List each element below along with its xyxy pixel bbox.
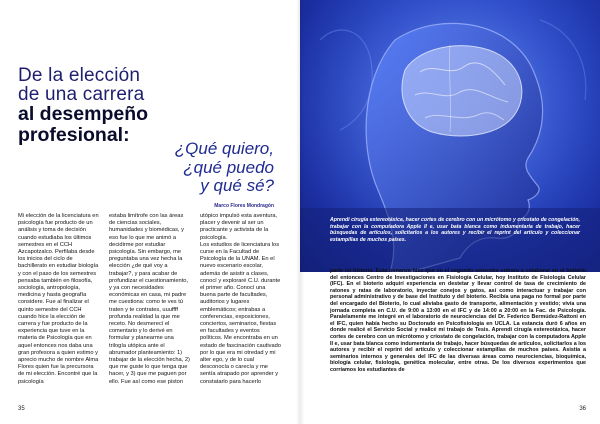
article-title [18, 66, 298, 146]
body-column-2 [109, 213, 191, 403]
body-column-1 [18, 213, 100, 403]
subtitle-line-1: ¿Qué quiero, [174, 139, 274, 158]
body-column-3 [200, 213, 282, 403]
spine-gutter [296, 0, 304, 424]
page-number-right: 36 [579, 406, 586, 412]
page-number-left: 35 [18, 406, 25, 412]
subtitle-line-3: y qué sé? [200, 176, 274, 195]
title-line-3: al desempeño [18, 103, 149, 125]
title-line-4: profesional: [18, 124, 130, 146]
article-subtitle [124, 140, 274, 196]
author-byline: Marco Flores Mondragón [214, 203, 274, 209]
brain-photo [300, 0, 600, 272]
right-body-text [330, 268, 586, 406]
title-line-2: de una carrera [18, 84, 145, 105]
right-body-paragraph: parte mi historia. Esta bonanza hizo que en el segundo semestre entrara a colaborar en el bioterio del entonces Centro de Investigaciones en Fisiología Celular, hoy Instituto de Fisiología Celular (IFC). En el bioterio adquirí experiencia en destetar y llevar control de tasa de crecimiento de ratones y ratas de laboratorio, inyectar conejos y gatos, así como interactuar y trabajar con personal administrativo y de base del Instituto y del bioterio. Recibía una paga no formal por parte del encargado del Bioterio, lo cual aliviaba gasto de transporte, alimentación y vestido; vivía una jornada completa en C.U. de 9:00 a 13:00 en el IFC y de 14:00 a 20:00 en la Fac. de Psicología. Paralelamente me integré en el laboratorio de neurociencias del Dr. Federico Bermúdez-Rattoni en el IFC, quien había hecho su Doctorado en Psicofisiología en UCLA. La estancia duró 6 años en donde realicé el Servicio Social y realicé mi trabajo de Tesis. Aprendí cirugía estereotáxica, hacer cortes de cerebro con un micrótomo y criostato de congelación, trabajar con la computadora Apple II e, usar bata blanca como indumentaria de trabajo, hacer búsquedas de artículos, solicitarlos a los autores y recibir el reprint del artículo y coleccionar estampillas de muchos países. Asistía a seminarios internos y generales del IFC de las diversas áreas como neurociencias, bioquímica, biología celular, fisiología, genética molecular, entre otras. De los diversos experimentos que corríamos los estudiantes de [330, 268, 586, 373]
photo-caption: Aprendí cirugía estereotáxica, hacer cortes de cerebro con un micrótomo y criostato de congelación, trabajar con la computadora Apple II e, usar bata blanca como indumentaria de trabajo, hacer búsquedas de artículos, solicitarlos a los autores y recibir el reprint del artículo y coleccionar estampillas de muchos países. [330, 217, 580, 243]
left-body-columns [18, 213, 282, 403]
right-page [300, 0, 600, 424]
title-line-1: De la elección [18, 65, 141, 86]
column-3-text: utópico impulsó esta aventura, placer y devenir al ser un practicante y activista de la psicología. Los estudios de licenciatura los curse en la Facultad de Psicología de la UNAM. En el nuevo escenario escolar, además de asistir a clases, conocí y exploraré C.U. durante el primer año. Conocí una buena parte de facultades, auditorios y lugares emblemáticos; entrabas a conferencias, exposiciones, conciertos, seminarios, fiestas en facultades y eventos políticos. Me encontraba en un estado de fascinación cautivado por lo que era mi otredad y mi alter ego, y de lo cual desconocía o carecía y me sentía atrapado por aprender y constatarlo para hacerlo [200, 213, 281, 385]
subtitle-line-2: ¿qué puedo [183, 157, 274, 177]
column-1-text: Mi elección de la licenciatura en psicología fue producto de un análisis y toma de decisión cuando estudiaba los últimos semestres en el CCH Azcapotzalco. Perfilaba desde los inicios del ciclo de bachillerato en estudiar biología y con el paso de los semestres pensaba también en filosofía, sociología, antropología, medicina y hasta geografía considere. Fue al finalizar el quinto semestre del CCH cuando hice la elección de carrera y fue producto de la experiencia que tuve en la materia de Psicología que en aquel entonces nos daba una gran profesora a quien estimo y aprecio mucho de nombre Alma Flores quien fue la precursora de mi elección. Encontré que la psicología [18, 213, 99, 385]
column-2-text: estaba limítrofe con las áreas de ciencias sociales, humanidades y biomédicas, y eso fue lo que me animó a decidirme por estudiar psicología. Sin embargo, me preguntaba una vez hecha la elección ¿de qué voy a trabajar?, y para acabar de profundizar el cuestionamiento, y ya con necesidades económicas en casa, mi padre me cuestiona: como te ves tú traten y te contrates, uuuffff profunda realidad la que me receto. No desmerecí el comentario y lo derivé en formular y planearme una trilogía utópica ante el abrumador planteamiento: 1) trabajar de la elección hecha, 2) que me guste lo que tenga que hacer, y 3) que me paguen por ello. Fue así como ese piston [109, 213, 190, 385]
